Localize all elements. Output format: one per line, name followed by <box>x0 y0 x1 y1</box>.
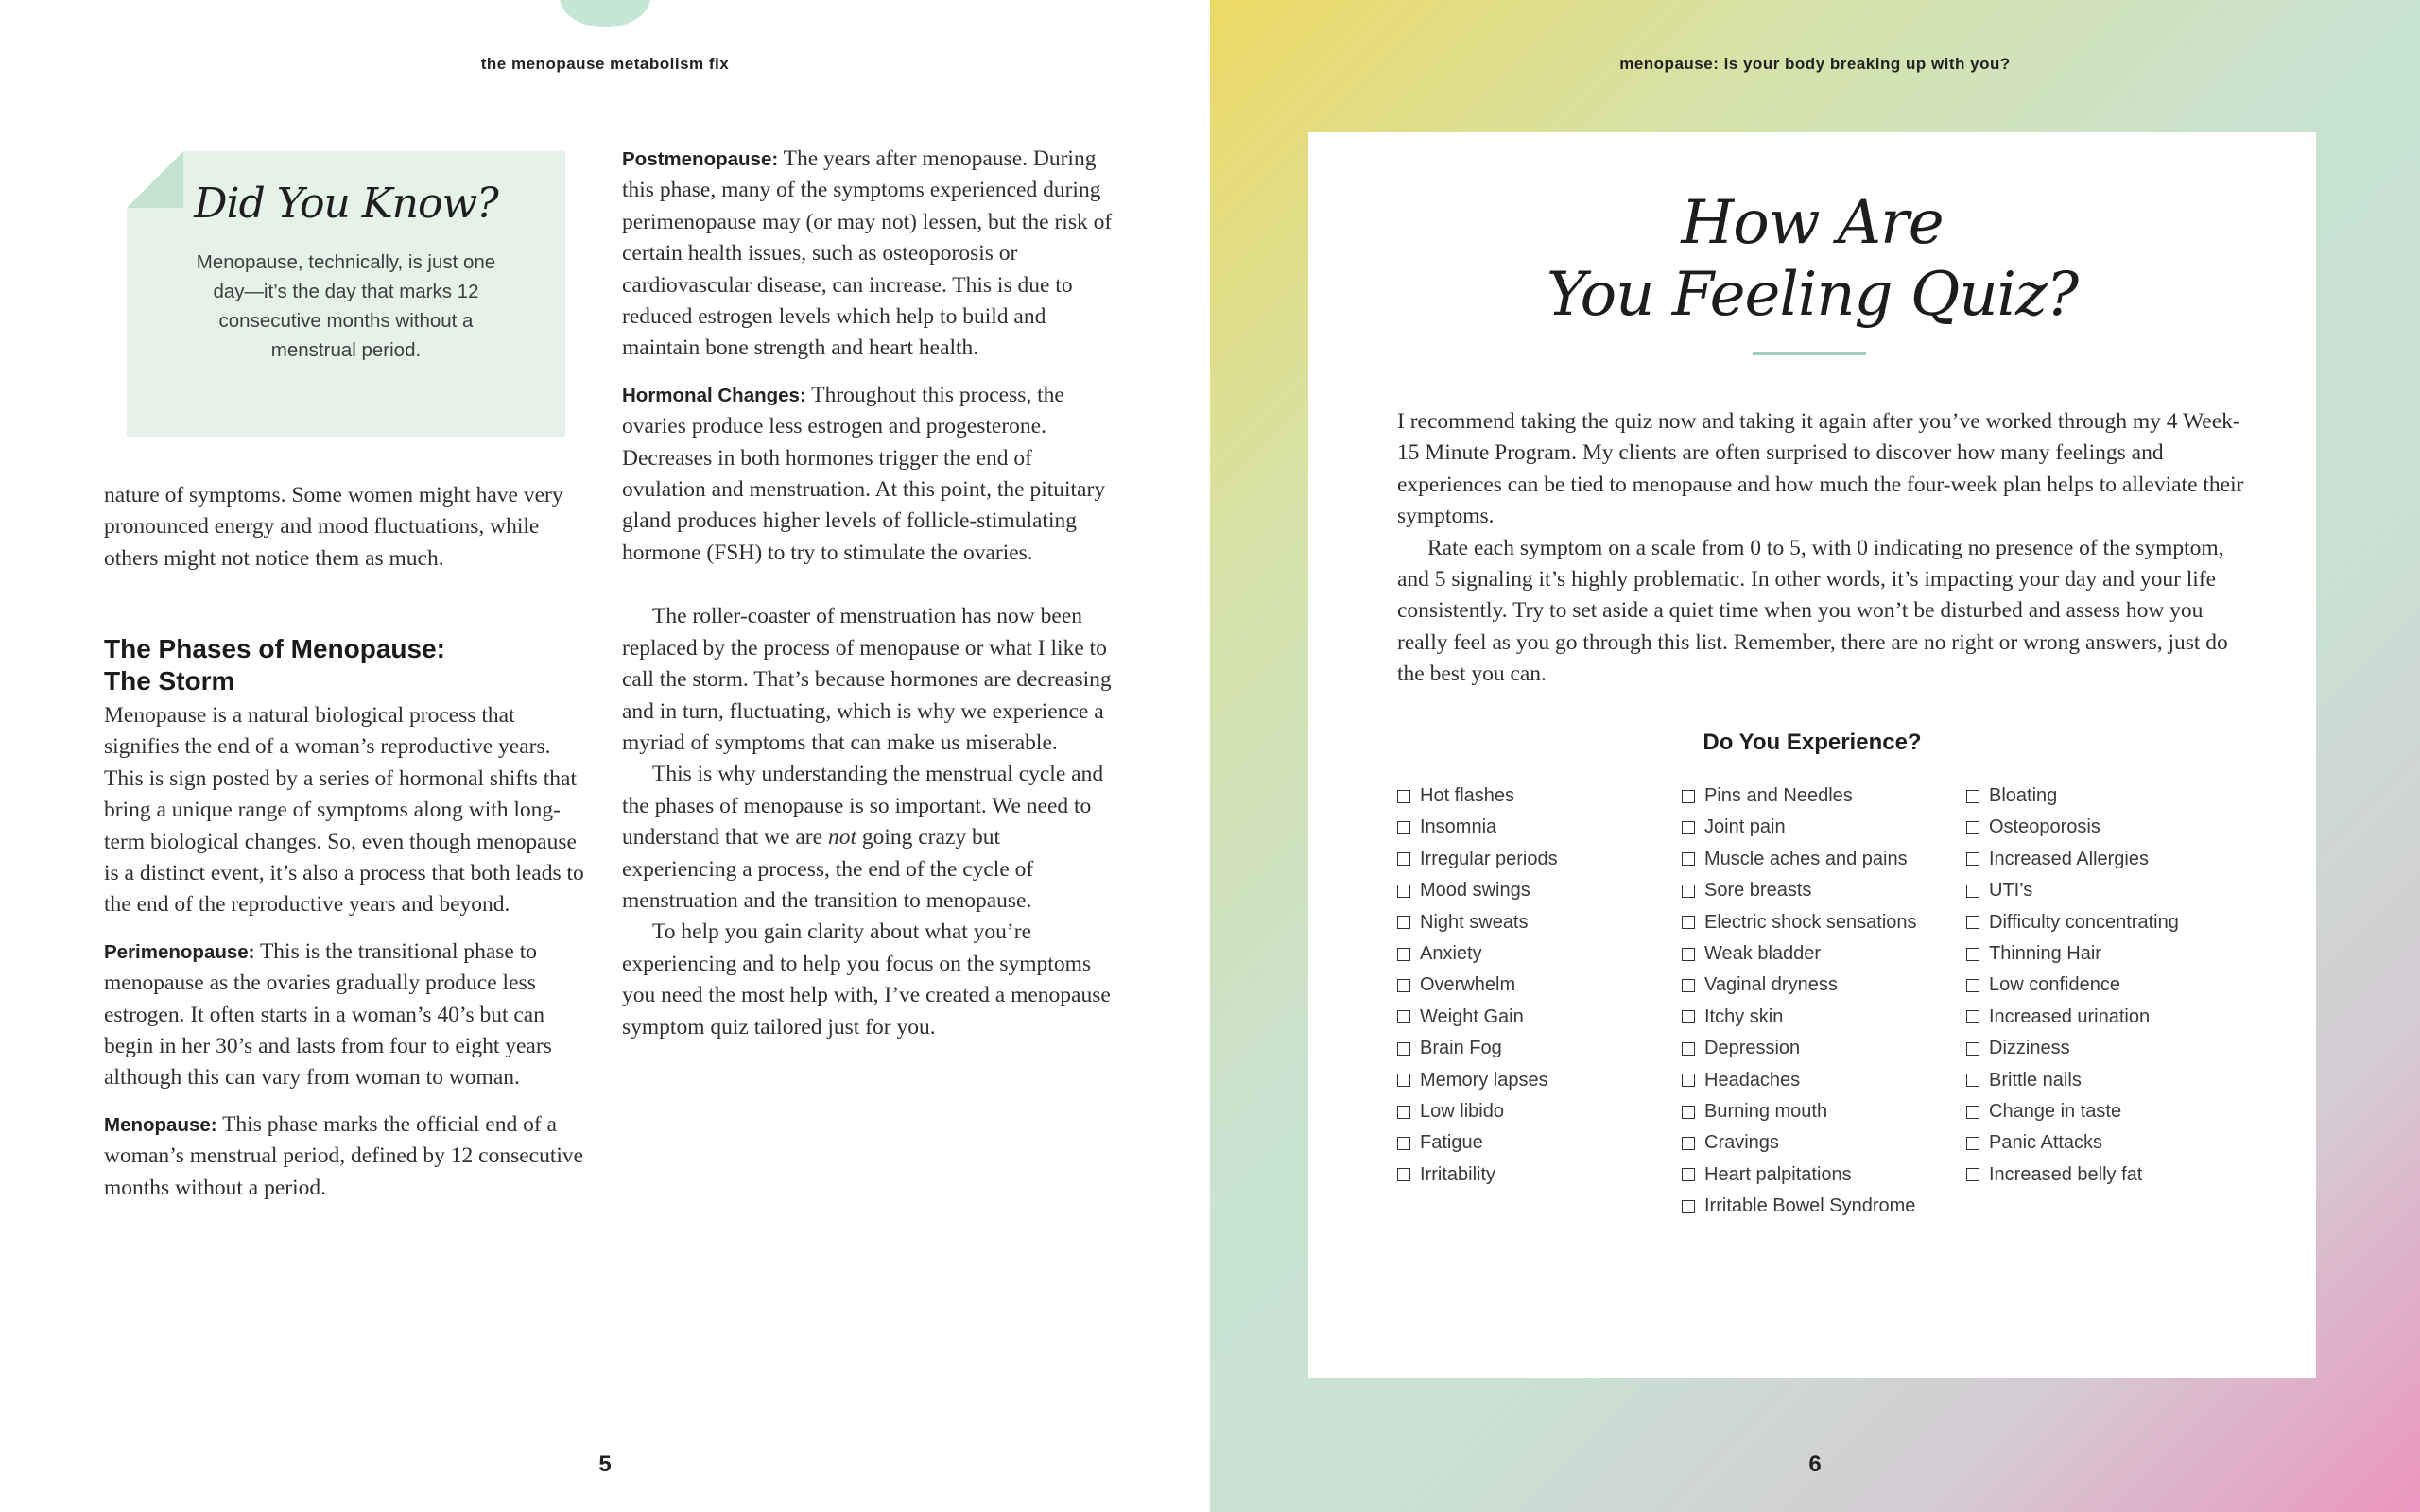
symptom-label: Bloating <box>1989 785 2058 806</box>
symptom-item[interactable] <box>1966 1002 2179 1033</box>
checkbox-icon[interactable] <box>1966 979 1979 992</box>
perimenopause-text: This is the transitional phase to menopause as the ovaries gradually produce less estrogen. It often starts in a woman’s 40’s but can begin in her 30’s and lasts from four to eight years although this can vary from woman to woman. <box>104 938 552 1091</box>
checkbox-icon[interactable] <box>1966 1106 1979 1119</box>
symptom-column-3 <box>1966 781 2179 1191</box>
symptom-label: Pins and Needles <box>1704 785 1853 806</box>
symptom-item[interactable] <box>1966 844 2179 875</box>
symptom-item[interactable] <box>1682 844 1917 875</box>
checkbox-icon[interactable] <box>1397 885 1410 898</box>
checkbox-icon[interactable] <box>1682 821 1695 834</box>
symptom-item[interactable] <box>1682 1065 1917 1096</box>
symptom-label: Night sweats <box>1420 911 1529 933</box>
symptom-label: Burning mouth <box>1704 1100 1828 1122</box>
symptom-label: Low confidence <box>1989 974 2120 996</box>
title-underline <box>1753 352 1866 355</box>
checkbox-icon[interactable] <box>1682 1042 1695 1056</box>
symptom-item[interactable] <box>1682 812 1917 843</box>
page-number-left: 5 <box>598 1452 612 1477</box>
symptom-item[interactable] <box>1966 781 2179 812</box>
symptom-item[interactable] <box>1397 1096 1558 1127</box>
did-you-know-box <box>127 151 565 437</box>
symptom-label: Low libido <box>1420 1100 1504 1122</box>
checkbox-icon[interactable] <box>1966 1042 1979 1056</box>
symptom-item[interactable] <box>1397 781 1558 812</box>
symptom-label: Irritable Bowel Syndrome <box>1704 1195 1916 1217</box>
checkbox-icon[interactable] <box>1682 1137 1695 1150</box>
hormonal-paragraph <box>622 380 1115 569</box>
symptom-label: Muscle aches and pains <box>1704 848 1908 869</box>
checkbox-icon[interactable] <box>1966 821 1979 834</box>
symptom-label: Increased Allergies <box>1989 848 2149 869</box>
understanding-emphasis: not <box>827 825 856 850</box>
checkbox-icon[interactable] <box>1397 979 1410 992</box>
understanding-paragraph <box>622 759 1115 917</box>
symptom-label: Panic Attacks <box>1989 1132 2103 1154</box>
symptom-label: Brittle nails <box>1989 1069 2082 1091</box>
symptom-item[interactable] <box>1397 1002 1558 1033</box>
checkbox-icon[interactable] <box>1397 948 1410 961</box>
symptom-item[interactable] <box>1966 907 2179 938</box>
phases-paragraph: Menopause is a natural biological process that signifies the end of a woman’s reproductive years. This is sign posted by a series of hormonal shifts that bring a unique range of symptoms along with long-term biological changes. So, even though menopause is a distinct event, it’s also a process that both leads to the end of the reproductive years and beyond. <box>104 703 584 918</box>
quiz-intro <box>1397 406 2248 691</box>
understanding-text-b: going crazy but experiencing a process, the end of the cycle of menstruation and the transition to menopause. <box>622 825 1034 913</box>
symptom-item[interactable] <box>1966 1065 2179 1096</box>
symptom-item[interactable] <box>1682 1191 1917 1222</box>
checkbox-icon[interactable] <box>1682 1010 1695 1023</box>
checkbox-icon[interactable] <box>1397 1010 1410 1023</box>
checkbox-icon[interactable] <box>1966 790 1979 803</box>
symptom-label: Insomnia <box>1420 816 1497 838</box>
symptom-label: Brain Fog <box>1420 1038 1502 1059</box>
checkbox-icon[interactable] <box>1397 1168 1410 1181</box>
storm-paragraph: The roller-coaster of menstruation has now been replaced by the process of menopause or what I like to call the storm. That’s because hormones are decreasing and in turn, fluctuating, which is why we experience a myriad of symptoms that can make us miserable. <box>622 604 1112 755</box>
checkbox-icon[interactable] <box>1682 1200 1695 1213</box>
menopause-paragraph <box>104 1109 592 1204</box>
symptom-item[interactable] <box>1397 875 1558 906</box>
symptom-label: Sore breasts <box>1704 880 1812 902</box>
symptom-label: Headaches <box>1704 1069 1801 1091</box>
symptom-item[interactable] <box>1682 907 1917 938</box>
symptom-label: Electric shock sensations <box>1704 911 1917 933</box>
symptom-label: Cravings <box>1704 1132 1779 1154</box>
symptom-item[interactable] <box>1682 781 1917 812</box>
symptom-label: Mood swings <box>1420 880 1530 902</box>
hormonal-text: Throughout this process, the ovaries produce less estrogen and progesterone. Decreases in both hormones trigger the end of ovulation and menstruation. At this point, the pituitary gland produces higher levels of follicle-stimulating hormone (FSH) to try to stimulate the ovaries. <box>622 382 1106 565</box>
perimenopause-paragraph <box>104 936 592 1094</box>
symptom-item[interactable] <box>1966 938 2179 970</box>
clarity-paragraph: To help you gain clarity about what you’re experiencing and to help you focus on the symptoms you need the most help with, I’ve created a menopause symptom quiz tailored just for you. <box>622 919 1111 1040</box>
checkbox-icon[interactable] <box>1966 1137 1979 1150</box>
col2-body <box>622 144 1115 1043</box>
symptom-item[interactable] <box>1397 1033 1558 1064</box>
checkbox-icon[interactable] <box>1682 852 1695 866</box>
checkbox-icon[interactable] <box>1397 1074 1410 1087</box>
quiz-title-line1: How Are <box>1681 188 1944 258</box>
postmenopause-term: Postmenopause: <box>622 148 779 170</box>
checkbox-icon[interactable] <box>1397 821 1410 834</box>
symptom-label: Irregular periods <box>1420 848 1558 869</box>
col1-intro-text: nature of symptoms. Some women might have very pronounced energy and mood fluctuations, while others might not notice them as much. <box>104 483 563 571</box>
checkbox-icon[interactable] <box>1397 1137 1410 1150</box>
checkbox-icon[interactable] <box>1682 1074 1695 1087</box>
symptom-item[interactable] <box>1397 1127 1558 1159</box>
symptom-label: Itchy skin <box>1704 1005 1784 1027</box>
checkbox-icon[interactable] <box>1397 790 1410 803</box>
hormonal-term: Hormonal Changes: <box>622 384 806 406</box>
checkbox-icon[interactable] <box>1966 1074 1979 1087</box>
symptom-label: Memory lapses <box>1420 1069 1548 1091</box>
checkbox-icon[interactable] <box>1397 1106 1410 1119</box>
symptom-item[interactable] <box>1682 938 1917 970</box>
symptom-label: Fatigue <box>1420 1132 1483 1154</box>
symptom-item[interactable] <box>1397 844 1558 875</box>
symptom-item[interactable] <box>1966 875 2179 906</box>
symptom-label: Change in taste <box>1989 1100 2122 1122</box>
symptom-item[interactable] <box>1682 1127 1917 1159</box>
symptom-label: Thinning Hair <box>1989 942 2101 964</box>
checkbox-icon[interactable] <box>1682 885 1695 898</box>
symptom-item[interactable] <box>1397 812 1558 843</box>
checkbox-icon[interactable] <box>1682 948 1695 961</box>
col1-intro <box>104 480 586 575</box>
page-number-right: 6 <box>1808 1452 1822 1477</box>
symptom-item[interactable] <box>1397 938 1558 970</box>
symptom-label: Hot flashes <box>1420 785 1515 806</box>
symptom-label: Overwhelm <box>1420 974 1516 996</box>
symptom-item[interactable] <box>1966 970 2179 1001</box>
checkbox-icon[interactable] <box>1682 1168 1695 1181</box>
checkbox-icon[interactable] <box>1682 916 1695 929</box>
did-you-know-title: Did You Know? <box>194 180 498 228</box>
symptom-item[interactable] <box>1397 1160 1558 1191</box>
perimenopause-term: Perimenopause: <box>104 940 255 963</box>
running-head-right: menopause: is your body breaking up with you? <box>1619 55 2011 73</box>
checkbox-icon[interactable] <box>1966 1010 1979 1023</box>
quiz-title-line2: You Feeling Quiz? <box>1546 260 2079 330</box>
checkbox-icon[interactable] <box>1397 916 1410 929</box>
checkbox-icon[interactable] <box>1966 1168 1979 1181</box>
symptom-item[interactable] <box>1682 1033 1917 1064</box>
decorative-half-circle <box>560 0 650 27</box>
symptom-item[interactable] <box>1966 1096 2179 1127</box>
understanding-text-a: This is why understanding the menstrual cycle and the phases of menopause is so important. We need to understand that we are <box>622 762 1104 850</box>
symptom-label: Osteoporosis <box>1989 816 2100 838</box>
symptom-item[interactable] <box>1682 875 1917 906</box>
symptom-label: Anxiety <box>1420 942 1482 964</box>
checkbox-icon[interactable] <box>1966 885 1979 898</box>
symptom-item[interactable] <box>1966 1033 2179 1064</box>
symptom-item[interactable] <box>1397 907 1558 938</box>
checkbox-icon[interactable] <box>1966 948 1979 961</box>
quiz-title <box>1308 187 2316 331</box>
symptom-label: UTI’s <box>1989 880 2033 902</box>
checkbox-icon[interactable] <box>1966 852 1979 866</box>
symptom-item[interactable] <box>1682 1160 1917 1191</box>
symptom-column-2 <box>1682 781 1917 1222</box>
symptom-item[interactable] <box>1682 970 1917 1001</box>
postmenopause-text: The years after menopause. During this phase, many of the symptoms experienced during perimenopause may (or may not) lessen, but the risk of certain health issues, such as osteoporosis or cardiovascular disease, can increase. This is due to reduced estrogen levels which help to build and maintain bone strength and heart health. <box>622 146 1113 361</box>
checkbox-icon[interactable] <box>1966 916 1979 929</box>
symptom-label: Increased belly fat <box>1989 1163 2143 1185</box>
intro-paragraph-2: Rate each symptom on a scale from 0 to 5, with 0 indicating no presence of the symptom, and 5 signaling it’s highly problematic. In other words, it’s impacting your day and your life consistently. Try to set aside a quiet time when you won’t be disturbed and assess how you really feel as you go through this list. Remember, there are no right or wrong answers, just do the best you can. <box>1397 535 2228 687</box>
symptom-label: Joint pain <box>1704 816 1786 838</box>
checkbox-icon[interactable] <box>1682 979 1695 992</box>
right-page <box>1210 0 2420 1512</box>
section-heading <box>104 633 445 697</box>
checkbox-icon[interactable] <box>1397 1042 1410 1056</box>
section-heading-line2: The Storm <box>104 666 235 696</box>
menopause-text: This phase marks the official end of a woman’s menstrual period, defined by 12 consecutive months without a period. <box>104 1111 584 1200</box>
symptom-item[interactable] <box>1397 970 1558 1001</box>
col1-body <box>104 700 592 1204</box>
symptom-item[interactable] <box>1966 1127 2179 1159</box>
symptom-label: Dizziness <box>1989 1038 2070 1059</box>
symptom-label: Increased urination <box>1989 1005 2151 1027</box>
symptom-label: Vaginal dryness <box>1704 974 1838 996</box>
symptom-item[interactable] <box>1966 1160 2179 1191</box>
symptom-item[interactable] <box>1397 1065 1558 1096</box>
menopause-term: Menopause: <box>104 1113 217 1136</box>
checkbox-icon[interactable] <box>1682 790 1695 803</box>
symptom-label: Difficulty concentrating <box>1989 911 2179 933</box>
checkbox-icon[interactable] <box>1682 1106 1695 1119</box>
postmenopause-paragraph <box>622 144 1115 365</box>
symptom-label: Depression <box>1704 1038 1801 1059</box>
section-heading-line1: The Phases of Menopause: <box>104 634 445 663</box>
symptom-label: Weight Gain <box>1420 1005 1524 1027</box>
intro-paragraph-1: I recommend taking the quiz now and taking it again after you’ve worked through my 4 Week-15 Minute Program. My clients are often surprised to discover how many feelings and experiences can be tied to menopause and how much the four-week plan helps to alleviate their symptoms. <box>1397 409 2244 529</box>
quiz-card <box>1308 132 2316 1378</box>
symptom-label: Irritability <box>1420 1163 1496 1185</box>
symptom-item[interactable] <box>1682 1002 1917 1033</box>
symptom-item[interactable] <box>1682 1096 1917 1127</box>
symptom-label: Heart palpitations <box>1704 1163 1852 1185</box>
running-head-left: the menopause metabolism fix <box>480 55 730 73</box>
did-you-know-text: Menopause, technically, is just one day—it’s the day that marks 12 consecutive months without a menstrual period. <box>196 251 496 361</box>
symptom-column-1 <box>1397 781 1558 1191</box>
checklist-heading: Do You Experience? <box>1703 730 1922 755</box>
checkbox-icon[interactable] <box>1397 852 1410 866</box>
symptom-label: Weak bladder <box>1704 942 1822 964</box>
symptom-item[interactable] <box>1966 812 2179 843</box>
